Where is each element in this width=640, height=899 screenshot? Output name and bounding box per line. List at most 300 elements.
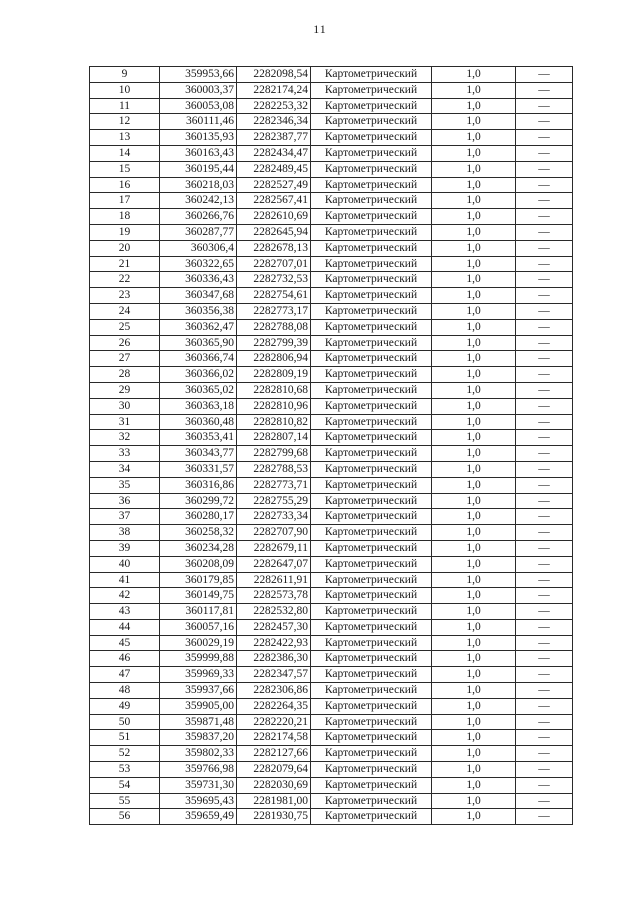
table-row xyxy=(90,698,573,714)
x-coordinate-cell: 360149,75 xyxy=(160,588,237,604)
x-coordinate-cell: 359937,66 xyxy=(160,683,237,699)
method-cell: Картометрический xyxy=(311,319,432,335)
note-cell: — xyxy=(516,209,573,225)
coordinates-table-body xyxy=(90,67,573,825)
coordinates-table xyxy=(89,66,573,825)
method-cell: Картометрический xyxy=(311,635,432,651)
note-cell: — xyxy=(516,319,573,335)
table-row xyxy=(90,161,573,177)
accuracy-cell: 1,0 xyxy=(432,288,516,304)
accuracy-cell: 1,0 xyxy=(432,193,516,209)
accuracy-cell: 1,0 xyxy=(432,667,516,683)
table-row xyxy=(90,98,573,114)
note-cell: — xyxy=(516,777,573,793)
table-row xyxy=(90,667,573,683)
method-cell: Картометрический xyxy=(311,683,432,699)
method-cell: Картометрический xyxy=(311,572,432,588)
accuracy-cell: 1,0 xyxy=(432,256,516,272)
x-coordinate-cell: 360117,81 xyxy=(160,604,237,620)
accuracy-cell: 1,0 xyxy=(432,382,516,398)
accuracy-cell: 1,0 xyxy=(432,572,516,588)
method-cell: Картометрический xyxy=(311,793,432,809)
y-coordinate-cell: 2282732,53 xyxy=(237,272,311,288)
accuracy-cell: 1,0 xyxy=(432,319,516,335)
y-coordinate-cell: 2282754,61 xyxy=(237,288,311,304)
point-number-cell: 36 xyxy=(90,493,160,509)
table-row xyxy=(90,303,573,319)
accuracy-cell: 1,0 xyxy=(432,477,516,493)
method-cell: Картометрический xyxy=(311,209,432,225)
table-row xyxy=(90,619,573,635)
x-coordinate-cell: 360258,32 xyxy=(160,525,237,541)
note-cell: — xyxy=(516,793,573,809)
method-cell: Картометрический xyxy=(311,367,432,383)
y-coordinate-cell: 2282645,94 xyxy=(237,224,311,240)
x-coordinate-cell: 360111,46 xyxy=(160,114,237,130)
method-cell: Картометрический xyxy=(311,667,432,683)
y-coordinate-cell: 2282810,68 xyxy=(237,382,311,398)
point-number-cell: 43 xyxy=(90,604,160,620)
x-coordinate-cell: 360208,09 xyxy=(160,556,237,572)
accuracy-cell: 1,0 xyxy=(432,414,516,430)
point-number-cell: 38 xyxy=(90,525,160,541)
table-row xyxy=(90,509,573,525)
accuracy-cell: 1,0 xyxy=(432,683,516,699)
method-cell: Картометрический xyxy=(311,177,432,193)
note-cell: — xyxy=(516,114,573,130)
note-cell: — xyxy=(516,382,573,398)
accuracy-cell: 1,0 xyxy=(432,430,516,446)
point-number-cell: 48 xyxy=(90,683,160,699)
accuracy-cell: 1,0 xyxy=(432,746,516,762)
table-row xyxy=(90,588,573,604)
y-coordinate-cell: 2282489,45 xyxy=(237,161,311,177)
table-row xyxy=(90,604,573,620)
accuracy-cell: 1,0 xyxy=(432,714,516,730)
point-number-cell: 34 xyxy=(90,461,160,477)
point-number-cell: 23 xyxy=(90,288,160,304)
y-coordinate-cell: 2282788,53 xyxy=(237,461,311,477)
note-cell: — xyxy=(516,98,573,114)
y-coordinate-cell: 2282810,96 xyxy=(237,398,311,414)
accuracy-cell: 1,0 xyxy=(432,240,516,256)
method-cell: Картометрический xyxy=(311,619,432,635)
point-number-cell: 52 xyxy=(90,746,160,762)
method-cell: Картометрический xyxy=(311,588,432,604)
x-coordinate-cell: 360053,08 xyxy=(160,98,237,114)
table-row xyxy=(90,145,573,161)
note-cell: — xyxy=(516,525,573,541)
note-cell: — xyxy=(516,82,573,98)
x-coordinate-cell: 359695,43 xyxy=(160,793,237,809)
accuracy-cell: 1,0 xyxy=(432,651,516,667)
point-number-cell: 10 xyxy=(90,82,160,98)
table-row xyxy=(90,82,573,98)
note-cell: — xyxy=(516,446,573,462)
accuracy-cell: 1,0 xyxy=(432,619,516,635)
table-row xyxy=(90,288,573,304)
method-cell: Картометрический xyxy=(311,461,432,477)
y-coordinate-cell: 2282253,32 xyxy=(237,98,311,114)
accuracy-cell: 1,0 xyxy=(432,604,516,620)
accuracy-cell: 1,0 xyxy=(432,130,516,146)
accuracy-cell: 1,0 xyxy=(432,540,516,556)
point-number-cell: 31 xyxy=(90,414,160,430)
accuracy-cell: 1,0 xyxy=(432,777,516,793)
y-coordinate-cell: 2282532,80 xyxy=(237,604,311,620)
table-row xyxy=(90,714,573,730)
method-cell: Картометрический xyxy=(311,714,432,730)
x-coordinate-cell: 360366,74 xyxy=(160,351,237,367)
y-coordinate-cell: 2282810,82 xyxy=(237,414,311,430)
method-cell: Картометрический xyxy=(311,382,432,398)
y-coordinate-cell: 2282647,07 xyxy=(237,556,311,572)
note-cell: — xyxy=(516,714,573,730)
table-row xyxy=(90,793,573,809)
accuracy-cell: 1,0 xyxy=(432,762,516,778)
point-number-cell: 47 xyxy=(90,667,160,683)
method-cell: Картометрический xyxy=(311,256,432,272)
point-number-cell: 50 xyxy=(90,714,160,730)
method-cell: Картометрический xyxy=(311,604,432,620)
table-row xyxy=(90,240,573,256)
method-cell: Картометрический xyxy=(311,730,432,746)
point-number-cell: 28 xyxy=(90,367,160,383)
accuracy-cell: 1,0 xyxy=(432,809,516,825)
x-coordinate-cell: 360135,93 xyxy=(160,130,237,146)
note-cell: — xyxy=(516,193,573,209)
accuracy-cell: 1,0 xyxy=(432,588,516,604)
y-coordinate-cell: 2282098,54 xyxy=(237,67,311,83)
note-cell: — xyxy=(516,224,573,240)
y-coordinate-cell: 2282422,93 xyxy=(237,635,311,651)
page-number: 11 xyxy=(313,22,327,36)
method-cell: Картометрический xyxy=(311,240,432,256)
note-cell: — xyxy=(516,145,573,161)
method-cell: Картометрический xyxy=(311,762,432,778)
note-cell: — xyxy=(516,240,573,256)
method-cell: Картометрический xyxy=(311,335,432,351)
point-number-cell: 15 xyxy=(90,161,160,177)
table-row xyxy=(90,351,573,367)
note-cell: — xyxy=(516,272,573,288)
table-row xyxy=(90,572,573,588)
y-coordinate-cell: 2282733,34 xyxy=(237,509,311,525)
accuracy-cell: 1,0 xyxy=(432,161,516,177)
point-number-cell: 13 xyxy=(90,130,160,146)
x-coordinate-cell: 359999,88 xyxy=(160,651,237,667)
accuracy-cell: 1,0 xyxy=(432,493,516,509)
x-coordinate-cell: 360336,43 xyxy=(160,272,237,288)
method-cell: Картометрический xyxy=(311,98,432,114)
note-cell: — xyxy=(516,635,573,651)
point-number-cell: 18 xyxy=(90,209,160,225)
x-coordinate-cell: 360287,77 xyxy=(160,224,237,240)
note-cell: — xyxy=(516,161,573,177)
table-row xyxy=(90,446,573,462)
accuracy-cell: 1,0 xyxy=(432,114,516,130)
note-cell: — xyxy=(516,809,573,825)
method-cell: Картометрический xyxy=(311,224,432,240)
table-row xyxy=(90,651,573,667)
table-row xyxy=(90,777,573,793)
x-coordinate-cell: 360366,02 xyxy=(160,367,237,383)
point-number-cell: 32 xyxy=(90,430,160,446)
point-number-cell: 27 xyxy=(90,351,160,367)
accuracy-cell: 1,0 xyxy=(432,272,516,288)
note-cell: — xyxy=(516,398,573,414)
y-coordinate-cell: 2282174,24 xyxy=(237,82,311,98)
y-coordinate-cell: 2282387,77 xyxy=(237,130,311,146)
x-coordinate-cell: 359905,00 xyxy=(160,698,237,714)
x-coordinate-cell: 359659,49 xyxy=(160,809,237,825)
y-coordinate-cell: 2282707,90 xyxy=(237,525,311,541)
note-cell: — xyxy=(516,303,573,319)
note-cell: — xyxy=(516,619,573,635)
note-cell: — xyxy=(516,493,573,509)
y-coordinate-cell: 2282610,69 xyxy=(237,209,311,225)
accuracy-cell: 1,0 xyxy=(432,525,516,541)
y-coordinate-cell: 2282527,49 xyxy=(237,177,311,193)
table-row xyxy=(90,193,573,209)
note-cell: — xyxy=(516,698,573,714)
y-coordinate-cell: 2282755,29 xyxy=(237,493,311,509)
table-row xyxy=(90,209,573,225)
point-number-cell: 41 xyxy=(90,572,160,588)
y-coordinate-cell: 2282799,39 xyxy=(237,335,311,351)
y-coordinate-cell: 2282806,94 xyxy=(237,351,311,367)
accuracy-cell: 1,0 xyxy=(432,82,516,98)
x-coordinate-cell: 359871,48 xyxy=(160,714,237,730)
point-number-cell: 20 xyxy=(90,240,160,256)
method-cell: Картометрический xyxy=(311,540,432,556)
note-cell: — xyxy=(516,746,573,762)
table-row xyxy=(90,224,573,240)
x-coordinate-cell: 360242,13 xyxy=(160,193,237,209)
method-cell: Картометрический xyxy=(311,114,432,130)
accuracy-cell: 1,0 xyxy=(432,698,516,714)
note-cell: — xyxy=(516,430,573,446)
note-cell: — xyxy=(516,683,573,699)
y-coordinate-cell: 2282573,78 xyxy=(237,588,311,604)
method-cell: Картометрический xyxy=(311,777,432,793)
note-cell: — xyxy=(516,67,573,83)
x-coordinate-cell: 360343,77 xyxy=(160,446,237,462)
table-row xyxy=(90,525,573,541)
y-coordinate-cell: 2281981,00 xyxy=(237,793,311,809)
note-cell: — xyxy=(516,367,573,383)
method-cell: Картометрический xyxy=(311,161,432,177)
note-cell: — xyxy=(516,540,573,556)
y-coordinate-cell: 2282799,68 xyxy=(237,446,311,462)
method-cell: Картометрический xyxy=(311,556,432,572)
table-row xyxy=(90,762,573,778)
note-cell: — xyxy=(516,461,573,477)
x-coordinate-cell: 360029,19 xyxy=(160,635,237,651)
point-number-cell: 26 xyxy=(90,335,160,351)
table-row xyxy=(90,493,573,509)
point-number-cell: 53 xyxy=(90,762,160,778)
point-number-cell: 39 xyxy=(90,540,160,556)
y-coordinate-cell: 2282174,58 xyxy=(237,730,311,746)
y-coordinate-cell: 2282809,19 xyxy=(237,367,311,383)
point-number-cell: 14 xyxy=(90,145,160,161)
y-coordinate-cell: 2282678,13 xyxy=(237,240,311,256)
x-coordinate-cell: 360179,85 xyxy=(160,572,237,588)
point-number-cell: 17 xyxy=(90,193,160,209)
x-coordinate-cell: 359766,98 xyxy=(160,762,237,778)
method-cell: Картометрический xyxy=(311,809,432,825)
y-coordinate-cell: 2282434,47 xyxy=(237,145,311,161)
table-row xyxy=(90,367,573,383)
point-number-cell: 21 xyxy=(90,256,160,272)
point-number-cell: 42 xyxy=(90,588,160,604)
note-cell: — xyxy=(516,730,573,746)
table-row xyxy=(90,177,573,193)
point-number-cell: 55 xyxy=(90,793,160,809)
point-number-cell: 54 xyxy=(90,777,160,793)
note-cell: — xyxy=(516,667,573,683)
x-coordinate-cell: 360365,90 xyxy=(160,335,237,351)
method-cell: Картометрический xyxy=(311,193,432,209)
y-coordinate-cell: 2282773,17 xyxy=(237,303,311,319)
x-coordinate-cell: 360356,38 xyxy=(160,303,237,319)
table-row xyxy=(90,809,573,825)
method-cell: Картометрический xyxy=(311,303,432,319)
method-cell: Картометрический xyxy=(311,698,432,714)
x-coordinate-cell: 359837,20 xyxy=(160,730,237,746)
accuracy-cell: 1,0 xyxy=(432,730,516,746)
method-cell: Картометрический xyxy=(311,67,432,83)
method-cell: Картометрический xyxy=(311,430,432,446)
note-cell: — xyxy=(516,588,573,604)
accuracy-cell: 1,0 xyxy=(432,509,516,525)
method-cell: Картометрический xyxy=(311,130,432,146)
method-cell: Картометрический xyxy=(311,493,432,509)
note-cell: — xyxy=(516,762,573,778)
x-coordinate-cell: 360280,17 xyxy=(160,509,237,525)
accuracy-cell: 1,0 xyxy=(432,209,516,225)
x-coordinate-cell: 359802,33 xyxy=(160,746,237,762)
method-cell: Картометрический xyxy=(311,414,432,430)
point-number-cell: 30 xyxy=(90,398,160,414)
x-coordinate-cell: 360365,02 xyxy=(160,382,237,398)
point-number-cell: 29 xyxy=(90,382,160,398)
accuracy-cell: 1,0 xyxy=(432,556,516,572)
note-cell: — xyxy=(516,572,573,588)
x-coordinate-cell: 359731,30 xyxy=(160,777,237,793)
method-cell: Картометрический xyxy=(311,525,432,541)
note-cell: — xyxy=(516,477,573,493)
table-row xyxy=(90,730,573,746)
y-coordinate-cell: 2282386,30 xyxy=(237,651,311,667)
y-coordinate-cell: 2282220,21 xyxy=(237,714,311,730)
y-coordinate-cell: 2282773,71 xyxy=(237,477,311,493)
y-coordinate-cell: 2282347,57 xyxy=(237,667,311,683)
table-row xyxy=(90,382,573,398)
point-number-cell: 9 xyxy=(90,67,160,83)
accuracy-cell: 1,0 xyxy=(432,793,516,809)
note-cell: — xyxy=(516,651,573,667)
x-coordinate-cell: 360322,65 xyxy=(160,256,237,272)
accuracy-cell: 1,0 xyxy=(432,98,516,114)
table-row xyxy=(90,540,573,556)
point-number-cell: 37 xyxy=(90,509,160,525)
accuracy-cell: 1,0 xyxy=(432,461,516,477)
accuracy-cell: 1,0 xyxy=(432,351,516,367)
accuracy-cell: 1,0 xyxy=(432,145,516,161)
y-coordinate-cell: 2282679,11 xyxy=(237,540,311,556)
accuracy-cell: 1,0 xyxy=(432,177,516,193)
note-cell: — xyxy=(516,604,573,620)
x-coordinate-cell: 360347,68 xyxy=(160,288,237,304)
y-coordinate-cell: 2282611,91 xyxy=(237,572,311,588)
table-row xyxy=(90,335,573,351)
y-coordinate-cell: 2282127,66 xyxy=(237,746,311,762)
table-row xyxy=(90,130,573,146)
note-cell: — xyxy=(516,256,573,272)
x-coordinate-cell: 360363,18 xyxy=(160,398,237,414)
y-coordinate-cell: 2282346,34 xyxy=(237,114,311,130)
x-coordinate-cell: 360331,57 xyxy=(160,461,237,477)
x-coordinate-cell: 359969,33 xyxy=(160,667,237,683)
note-cell: — xyxy=(516,414,573,430)
x-coordinate-cell: 360299,72 xyxy=(160,493,237,509)
table-row xyxy=(90,683,573,699)
method-cell: Картометрический xyxy=(311,509,432,525)
accuracy-cell: 1,0 xyxy=(432,335,516,351)
accuracy-cell: 1,0 xyxy=(432,446,516,462)
point-number-cell: 33 xyxy=(90,446,160,462)
table-row xyxy=(90,414,573,430)
y-coordinate-cell: 2282079,64 xyxy=(237,762,311,778)
method-cell: Картометрический xyxy=(311,82,432,98)
point-number-cell: 49 xyxy=(90,698,160,714)
note-cell: — xyxy=(516,351,573,367)
y-coordinate-cell: 2281930,75 xyxy=(237,809,311,825)
y-coordinate-cell: 2282030,69 xyxy=(237,777,311,793)
accuracy-cell: 1,0 xyxy=(432,367,516,383)
table-row xyxy=(90,556,573,572)
table-row xyxy=(90,746,573,762)
note-cell: — xyxy=(516,130,573,146)
x-coordinate-cell: 360306,4 xyxy=(160,240,237,256)
table-row xyxy=(90,430,573,446)
method-cell: Картометрический xyxy=(311,746,432,762)
point-number-cell: 22 xyxy=(90,272,160,288)
point-number-cell: 35 xyxy=(90,477,160,493)
table-row xyxy=(90,67,573,83)
method-cell: Картометрический xyxy=(311,651,432,667)
table-row xyxy=(90,635,573,651)
y-coordinate-cell: 2282457,30 xyxy=(237,619,311,635)
y-coordinate-cell: 2282306,86 xyxy=(237,683,311,699)
point-number-cell: 25 xyxy=(90,319,160,335)
table-row xyxy=(90,398,573,414)
method-cell: Картометрический xyxy=(311,351,432,367)
note-cell: — xyxy=(516,509,573,525)
note-cell: — xyxy=(516,177,573,193)
table-row xyxy=(90,272,573,288)
accuracy-cell: 1,0 xyxy=(432,635,516,651)
table-row xyxy=(90,477,573,493)
x-coordinate-cell: 360234,28 xyxy=(160,540,237,556)
y-coordinate-cell: 2282264,35 xyxy=(237,698,311,714)
x-coordinate-cell: 360195,44 xyxy=(160,161,237,177)
accuracy-cell: 1,0 xyxy=(432,398,516,414)
x-coordinate-cell: 360218,03 xyxy=(160,177,237,193)
point-number-cell: 45 xyxy=(90,635,160,651)
